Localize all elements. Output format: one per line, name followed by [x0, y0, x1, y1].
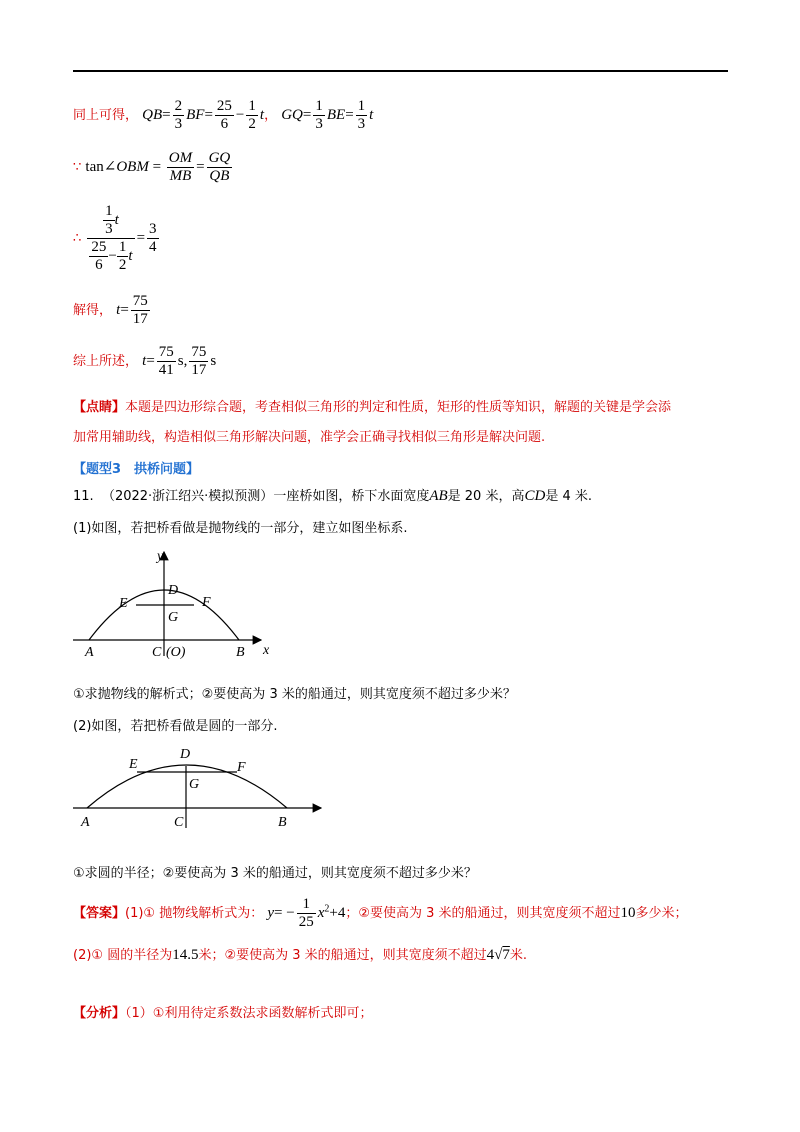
label-g: G: [168, 610, 179, 625]
label-f: F: [202, 595, 211, 610]
question-number: 11.: [73, 489, 94, 504]
label-e-2: E: [129, 757, 138, 772]
var-t-2: t: [369, 107, 374, 123]
label-a: A: [85, 645, 94, 660]
tan-text: tan∠: [85, 159, 117, 175]
frac-75-17b: $\frac{75}{17}$: [191, 344, 207, 378]
therefore-symbol: ∴: [73, 231, 82, 246]
var-y: y: [267, 905, 275, 921]
answer-line-1: [73, 896, 688, 931]
part2-ask: ①求圆的半径；②要使高为 3 米的船通过，则其宽度须不超过多少米？: [73, 866, 477, 881]
because-symbol: ∵: [73, 160, 82, 175]
part2-text: (2)如图，若把桥看做是圆的一部分.: [73, 719, 278, 734]
frac-25-6: $\frac{25}{6}$: [216, 98, 232, 132]
header-rule: [73, 70, 728, 72]
label-x: x: [263, 643, 270, 658]
frac-75-17: $\frac{75}{17}$: [132, 293, 148, 327]
var-qb: QB: [142, 107, 163, 123]
circle-figure: [73, 740, 328, 835]
question-text: 一座桥如图，桥下水面宽度: [273, 489, 430, 504]
label-e: E: [119, 596, 128, 611]
frac-3-4: $\frac{3}{4}$: [149, 221, 157, 255]
solution-line-4: 解得， t= $\frac{75}{17}$: [73, 293, 148, 327]
frac-gq-qb: $\frac{GQ}{QB}$: [208, 150, 231, 184]
dianjing-text-2: 加常用辅助线，构造相似三角形解决问题，准学会正确寻找相似三角形是解决问题.: [73, 430, 546, 445]
line1-prefix: 同上可得，: [73, 108, 139, 123]
unit-s-2: s: [210, 353, 217, 369]
var-bf: BF: [186, 107, 205, 123]
var-obm: OBM: [116, 159, 149, 175]
analysis-tag: 【分析】: [73, 1006, 126, 1021]
var-cd: CD: [524, 488, 546, 504]
frac-1-2: $\frac{1}{2}$: [248, 98, 256, 132]
frac-1-25: $\frac{1}{25}$: [298, 896, 314, 930]
plus-four: +4: [329, 905, 346, 921]
parabola-figure: [73, 548, 283, 660]
var-gq: GQ: [281, 107, 303, 123]
label-b-2: B: [278, 815, 287, 830]
section-title: 【题型3 拱桥问题】: [73, 462, 200, 477]
answer-l2f: 米.: [509, 948, 528, 963]
question-mid: 是 20 米，高: [447, 489, 525, 504]
label-a-2: A: [81, 815, 90, 830]
var-t: t: [142, 353, 147, 369]
analysis-text: （1）①利用待定系数法求函数解析式即可；: [125, 1006, 373, 1021]
answer-line-2: [73, 944, 527, 964]
frac-om-mb: $\frac{OM}{MB}$: [168, 150, 193, 184]
unit-s: s: [177, 353, 184, 369]
answer-l2c: 米；②要使高为 3 米的船通过，则其宽度须不超过: [198, 948, 487, 963]
label-g-2: G: [189, 777, 200, 792]
solution-line-2: ∵ tan∠OBM = $\frac{OM}{MB}$ = $\frac{GQ}{QB}$: [73, 150, 231, 184]
frac-75-41: $\frac{75}{41}$: [158, 344, 174, 378]
answer-four: 4: [486, 947, 495, 963]
line4-prefix: 解得，: [73, 303, 113, 318]
label-y: y: [157, 549, 164, 564]
sqrt-seven: 7: [502, 947, 510, 963]
var-t: t: [259, 107, 265, 123]
solution-line-1: 同上可得， QB= $\frac{2}{3}$ BF= $\frac{25}{6}$ − $\frac{1}{2}$ t， GQ= $\frac{1}{3}$ BE= $\frac{1}{3}$ t: [73, 98, 374, 132]
eq-minus: = −: [274, 905, 295, 921]
label-o: (O): [166, 645, 186, 660]
part1-text: (1)如图，若把桥看做是抛物线的一部分，建立如图坐标系.: [73, 521, 408, 536]
frac-1-3a: $\frac{1}{3}$: [315, 98, 323, 132]
dianjing-text-1: 本题是四边形综合题，考查相似三角形的判定和性质，矩形的性质等知识，解题的关键是学会添: [125, 400, 672, 415]
part1-ask: ①求抛物线的解析式；②要使高为 3 米的船通过，则其宽度须不超过多少米？: [73, 687, 516, 702]
question-end: 是 4 米.: [545, 489, 592, 504]
analysis-line: [73, 1002, 372, 1021]
sqrt-symbol: √7: [494, 947, 510, 963]
answer-tag: 【答案】: [73, 906, 126, 921]
var-x: x: [317, 905, 325, 921]
solution-line-5: 综上所述， t= $\frac{75}{41}$ s, $\frac{75}{17}$ s: [73, 344, 217, 378]
dianjing-tag: 【点睛】: [73, 400, 126, 415]
var-ab: AB: [429, 488, 448, 504]
dianjing-paragraph: [73, 393, 728, 453]
label-d-2: D: [180, 747, 191, 762]
answer-l1b: ；②要使高为 3 米的船通过，则其宽度须不超过: [345, 906, 621, 921]
answer-radius: 14.5: [172, 947, 199, 963]
comma: ，: [264, 108, 278, 123]
var-be: BE: [326, 107, 346, 123]
question-11: [73, 485, 592, 505]
line5-prefix: 综上所述，: [73, 354, 139, 369]
solution-line-3: ∴ $\frac{1}{3}$ t $\frac{25}{6}$ − $\frac{1}{2}$ t = $\frac{3}{4}$: [73, 203, 157, 273]
label-b: B: [236, 645, 245, 660]
label-c: C: [152, 645, 162, 660]
answer-l2a: (2)① 圆的半径为: [73, 948, 173, 963]
answer-l1a: (1)① 抛物线解析式为：: [125, 906, 264, 921]
answer-l1d: 多少米；: [635, 906, 688, 921]
question-source: （2022·浙江绍兴·模拟预测）: [101, 489, 274, 504]
var-t: t: [116, 302, 121, 318]
frac-1-3b: $\frac{1}{3}$: [357, 98, 366, 132]
label-c-2: C: [174, 815, 184, 830]
label-d: D: [168, 583, 179, 598]
label-f-2: F: [237, 760, 246, 775]
exp-2: 2: [324, 903, 330, 915]
answer-ten: 10: [620, 905, 636, 921]
frac-2-3: $\frac{2}{3}$: [174, 98, 183, 132]
complex-fraction: $\frac{1}{3}$ t $\frac{25}{6}$ − $\frac{1}{2}$ t: [87, 203, 134, 274]
